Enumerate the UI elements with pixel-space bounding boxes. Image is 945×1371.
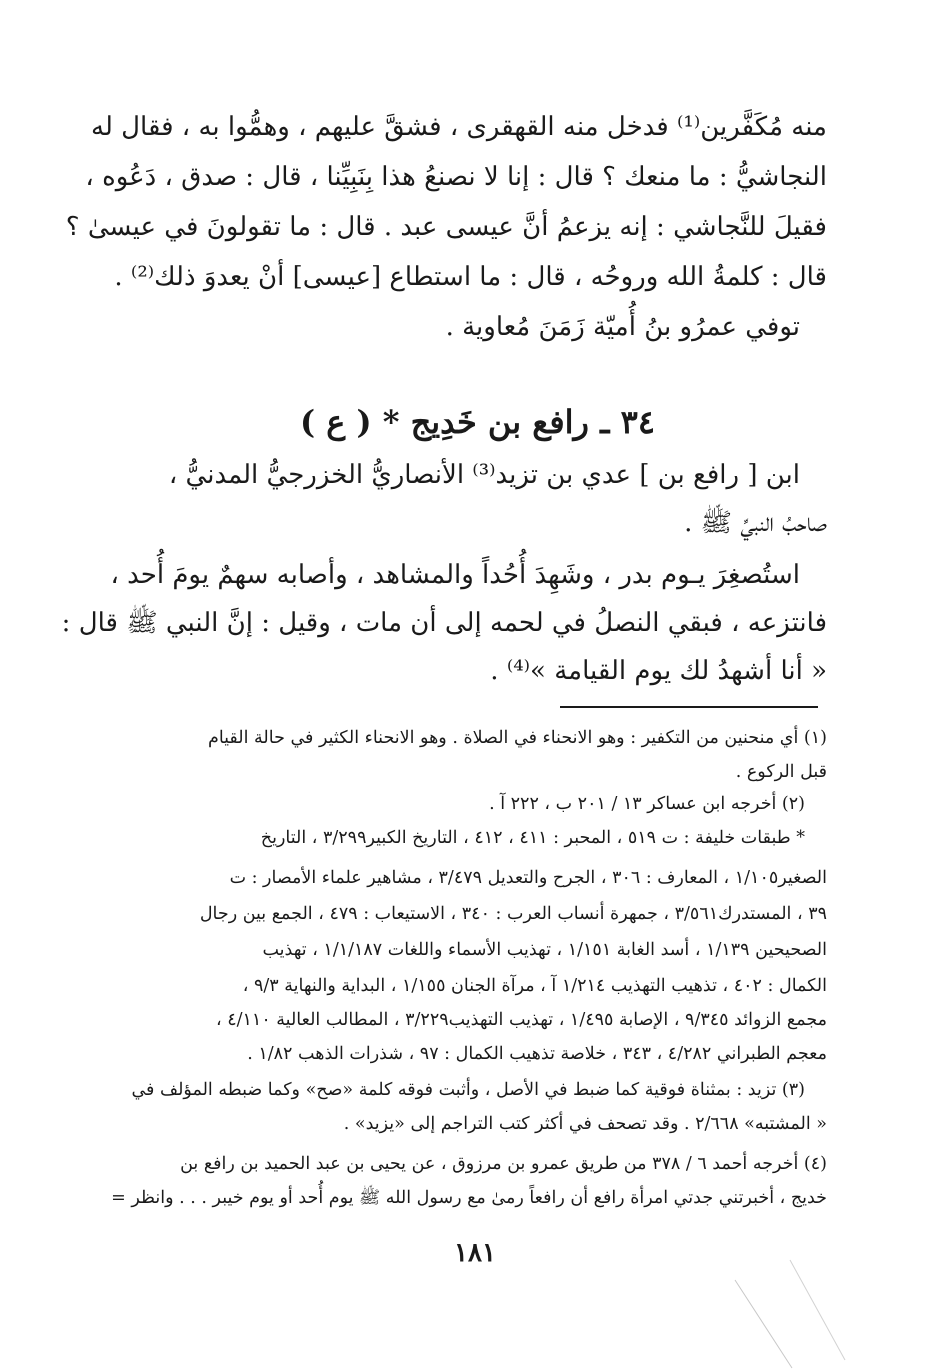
footnote-line: قبل الركوع . <box>735 762 827 782</box>
body-line: فقيلَ للنَّجاشي : إنه يزعمُ أنَّ عيسى عبد . قال : ما تقولونَ في عيسىٰ ؟ <box>65 212 827 242</box>
footnote-line: معجم الطبراني ٤/٢٨٢ ، ٣٤٣ ، خلاصة تذهيب الكمال : ٩٧ ، شذرات الذهب ١/٨٢ . <box>247 1044 827 1064</box>
body-line: توفي عمرُو بنُ أُميّة زَمَنَ مُعاوية . <box>445 312 800 342</box>
footnote-line: (١) أي منحنين من التكفير : وهو الانحناء في الصلاة . وهو الانحناء الكثير في حالة القيام <box>207 728 827 748</box>
body-line: منه مُكَفَّرين⁽¹⁾ فدخل منه القهقرى ، فشقَّ عليهم ، وهمُّوا به ، فقال له <box>91 112 827 142</box>
footnote-line: (٣) تزيد : بمثناة فوقية كما ضبط في الأصل ، وأثبت فوقه كلمة «صح» وكما ضبطه المؤلف في <box>131 1080 805 1100</box>
entry-line: صاحبُ النبيِّ ﷺ . <box>684 508 827 538</box>
footnote-line: الصغير١/١٠٥ ، المعارف : ٣٠٦ ، الجرح والتعديل ٣/٤٧٩ ، مشاهير علماء الأمصار : ت <box>229 868 827 888</box>
footnote-line: مجمع الزوائد ٩/٣٤٥ ، الإصابة ١/٤٩٥ ، تهذيب التهذيب٣/٢٢٩ ، المطالب العالية ٤/١١٠ ، <box>216 1010 827 1030</box>
entry-line: فانتزعه ، فبقي النصلُ في لحمه إلى أن مات ، وقيل : إنَّ النبي ﷺ قال : <box>61 608 827 638</box>
footnote-line: (٢) أخرجه ابن عساكر ١٣ / ٢٠١ ب ، ٢٢٢ آ . <box>489 794 805 814</box>
footnote-line: الكمال : ٤٠٢ ، تذهيب التهذيب ١/٢١٤ آ ، مرآة الجنان ١/١٥٥ ، البداية والنهاية ٩/٣ ، <box>242 976 827 996</box>
entry-line: « أنا أشهدُ لك يوم القيامة »⁽⁴⁾ . <box>490 656 827 686</box>
body-line: قال : كلمةُ الله وروحُه ، قال : ما استطاع [عيسى] أنْ يعدوَ ذلك⁽²⁾ . <box>114 262 827 292</box>
footnote-line: خديج ، أخبرتني جدتي امرأة رافع أن رافعاً رمىٰ مع رسول الله ﷺ يوم أُحد أو يوم خيبر . . . وانظر = <box>111 1188 827 1208</box>
entry-heading: ٣٤ ـ رافع بن خَدِيج * ( ع ) <box>299 403 655 441</box>
body-line: النجاشيُّ : ما منعك ؟ قال : إنا لا نصنعُ هذا بِنَبِيِّنا ، قال : صدق ، دَعُوه ، <box>85 162 827 192</box>
footnote-line: « المشتبه» ٢/٦٦٨ . وقد تصحف في أكثر كتب التراجم إلى «يزيد» . <box>343 1114 827 1134</box>
footnote-line: ٣٩ ، المستدرك٣/٥٦١ ، جمهرة أنساب العرب : ٣٤٠ ، الاستيعاب : ٤٧٩ ، الجمع بين رجال <box>199 904 827 924</box>
entry-line: استُصغِرَ يـوم بدر ، وشَهِدَ أُحُداً والمشاهد ، وأصابه سهمٌ يومَ أُحد ، <box>110 560 800 590</box>
page-number: ١٨١ <box>454 1238 496 1268</box>
footnote-line: * طبقات خليفة : ت ٥١٩ ، المحبر : ٤١١ ، ٤١٢ ، التاريخ الكبير٣/٢٩٩ ، التاريخ <box>260 828 805 848</box>
footnote-line: الصحيحين ١/١٣٩ ، أسد الغابة ١/١٥١ ، تهذيب الأسماء واللغات ١/١/١٨٧ ، تهذيب <box>262 940 827 960</box>
footnote-line: (٤) أخرجه أحمد ٦ / ٣٧٨ من طريق عمرو بن مرزوق ، عن يحيى بن عبد الحميد بن رافع بن <box>180 1154 827 1174</box>
entry-line: ابن [ رافع بن ] عدي بن تزيد⁽³⁾ الأنصاريُّ الخزرجيُّ المدنيُّ ، <box>168 460 800 490</box>
